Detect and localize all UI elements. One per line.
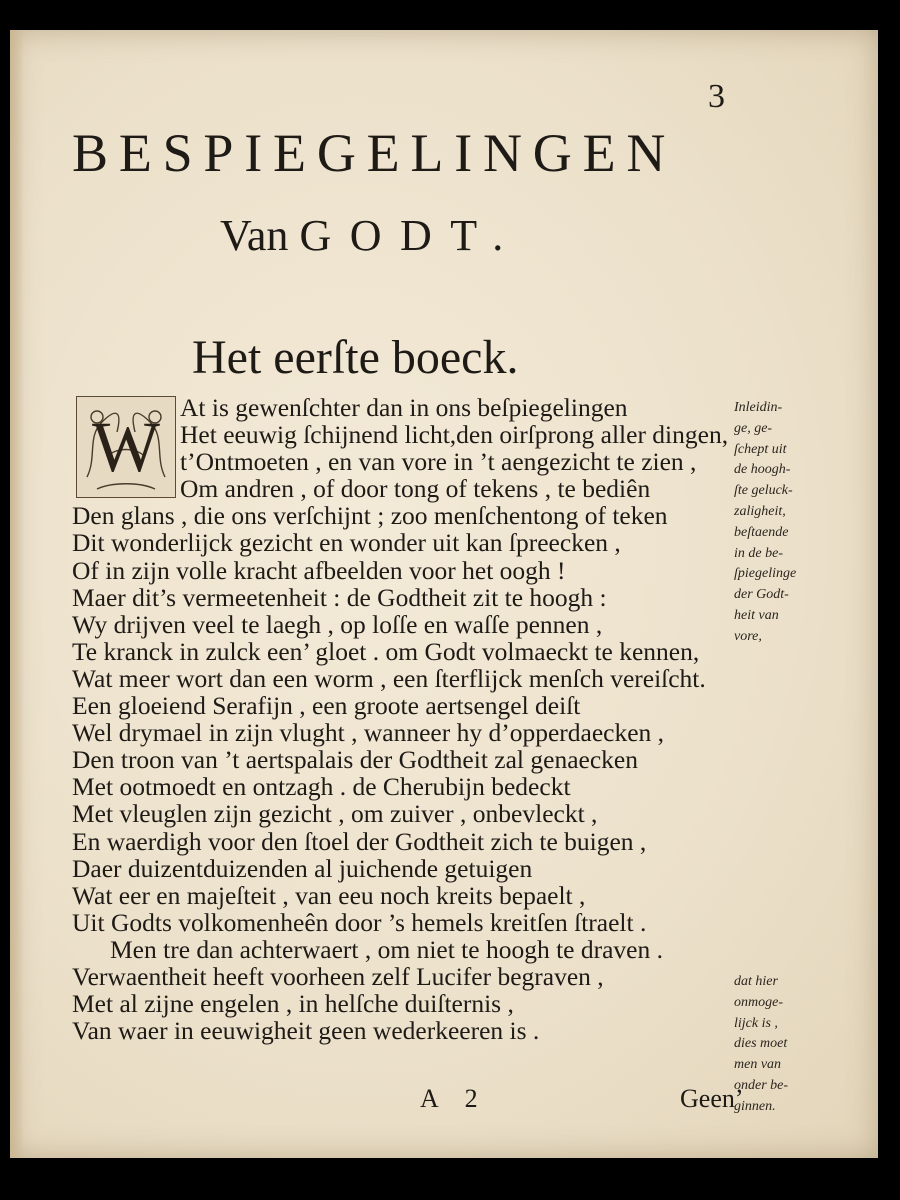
verse-line: Wy drijven veel te laegh , op loſſe en waſſe pennen , [72, 609, 603, 639]
margin-note-line: ginnen. [734, 1098, 776, 1114]
margin-note-line: heit van [734, 607, 779, 623]
margin-note-line: vore, [734, 628, 762, 644]
verse-line: Om andren , of door tong of tekens , te bediên [180, 474, 651, 504]
verse-line: Maer dit’s vermeetenheit : de Godtheit zit te hoogh : [72, 582, 607, 612]
verse-line: En waerdigh voor den ſtoel der Godtheit zich te buigen , [72, 826, 647, 856]
margin-note-line: ſte geluck- [734, 483, 793, 499]
verse-line: Van waer in eeuwigheit geen wederkeeren is . [72, 1016, 540, 1046]
margin-note-line: lijck is , [734, 1015, 778, 1031]
signature-mark: A 2 [420, 1084, 489, 1113]
margin-note-line: beſtaende [734, 524, 789, 540]
catchword: Geen’ [680, 1084, 744, 1113]
verse-line: Het eeuwig ſchijnend licht,den oirſprong aller dingen, [180, 420, 729, 450]
verse-line: Te kranck in zulck een’ gloet . om Godt volmaeckt te kennen, [72, 636, 700, 666]
verse-line: Wel drymael in zijn vlught , wanneer hy d’opperdaecken , [72, 718, 665, 748]
verse-line: Met al zijne engelen , in helſche duiſternis , [72, 989, 514, 1019]
margin-note-line: ſchept uit [734, 441, 787, 457]
margin-note-introduction [734, 398, 844, 648]
margin-note-line: de hoogh- [734, 462, 791, 478]
verse-line: Of in zijn volle kracht afbeelden voor het oogh ! [72, 555, 566, 585]
margin-note-line: zaligheit, [734, 503, 786, 519]
verse-line: Dit wonderlijck gezicht en wonder uit kan ſpreecken , [72, 528, 621, 558]
margin-note-line: onder be- [734, 1077, 789, 1093]
margin-note-line: der Godt- [734, 587, 789, 603]
verse-line: Uit Godts volkomenheên door ’s hemels kreitſen ſtraelt . [72, 907, 647, 937]
margin-note-line: dies moet [734, 1036, 788, 1052]
verse-line: At is gewenſchter dan in ons beſpiegelingen [180, 393, 628, 422]
margin-note-line: ge, ge- [734, 420, 773, 436]
verse-line: Wat eer en majeſteit , van eeu noch kreits bepaelt , [72, 880, 586, 910]
book-page [10, 30, 878, 1158]
verse-line: Den troon van ’t aertspalais der Godtheit zal genaecken [72, 745, 638, 775]
subtitle-name: GODT. [299, 211, 522, 260]
page-subtitle [220, 210, 522, 261]
verse-line: Men tre dan achterwaert , om niet te hoogh te draven . [110, 934, 663, 964]
margin-note-line: ſpiegelinge [734, 566, 797, 582]
page-title: BESPIEGELINGEN [72, 123, 677, 183]
page-number: 3 [708, 78, 725, 115]
verse-line: Daer duizentduizenden al juichende getuigen [72, 853, 533, 883]
book-title: Het eerſte boeck. [192, 331, 519, 384]
verse-line: Een gloeiend Serafijn , een groote aertsengel deiſt [72, 691, 581, 721]
margin-note-line: Inleidin- [734, 400, 783, 415]
verse-line: Verwaentheit heeft voorheen zelf Lucifer begraven , [72, 961, 604, 991]
margin-note-line: men van [734, 1057, 782, 1073]
subtitle-prefix: Van [220, 211, 289, 260]
initial-letter: W [92, 407, 160, 487]
verse-line: Den glans , die ons verſchijnt ; zoo menſchentong of teken [72, 501, 668, 531]
verse-body [10, 394, 750, 1044]
margin-note-impossible [734, 972, 844, 1118]
margin-note-line: dat hier [734, 974, 778, 989]
margin-note-line: onmoge- [734, 994, 783, 1010]
margin-note-line: in de be- [734, 545, 783, 561]
verse-line: Met vleuglen zijn gezicht , om zuiver , onbevleckt , [72, 799, 598, 829]
verse-line: Met ootmoedt en ontzagh . de Cherubijn bedeckt [72, 772, 571, 802]
verse-line: Wat meer wort dan een worm , een ſterflijck menſch vereiſcht. [72, 663, 706, 693]
verse-line: t’Ontmoeten , en van vore in ’t aengezicht te zien , [180, 447, 697, 477]
